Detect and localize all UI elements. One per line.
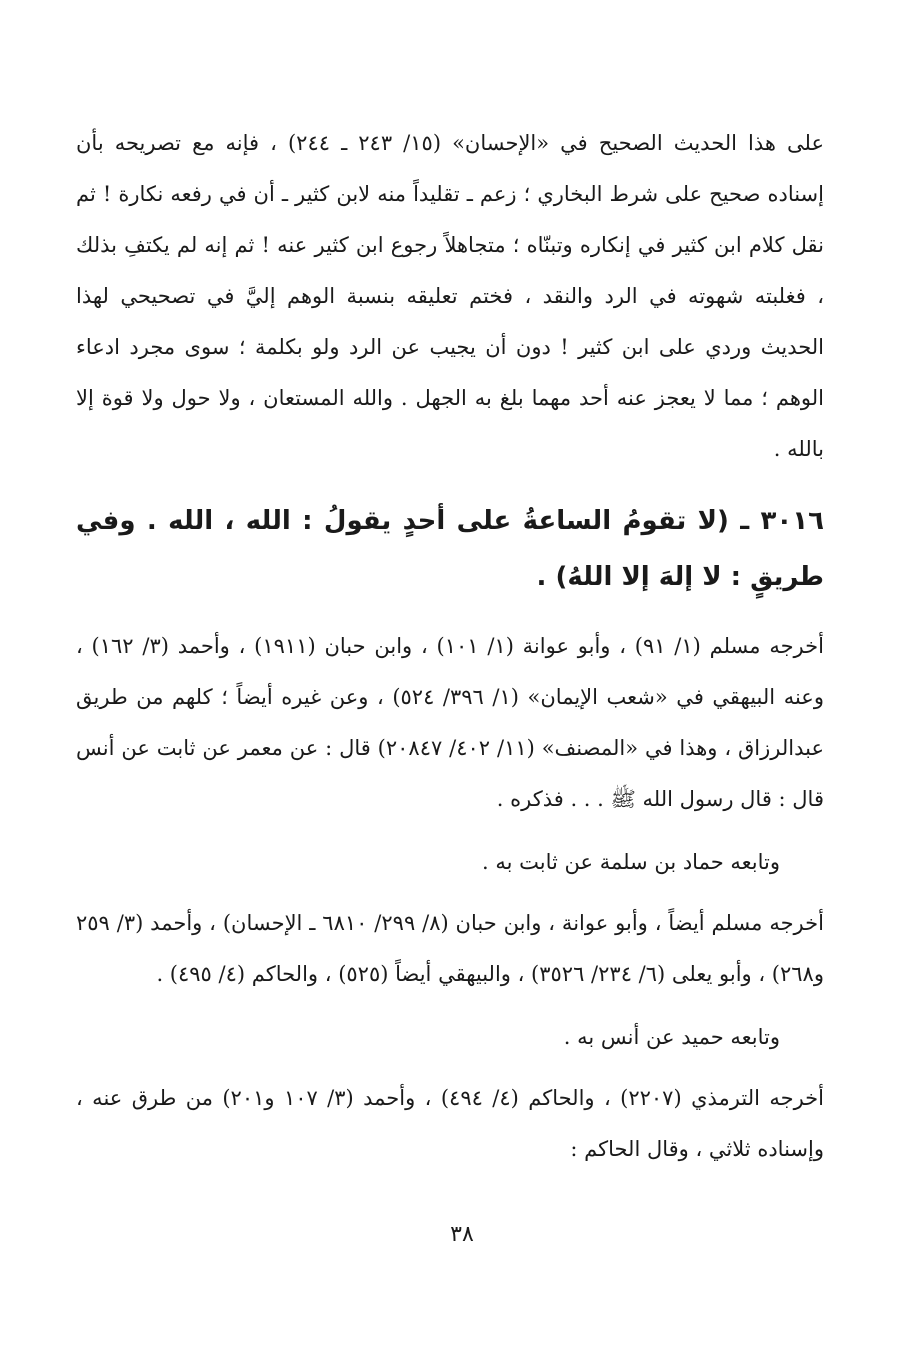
page-body bbox=[76, 118, 824, 1187]
takhrij-paragraph-3: أخرجه الترمذي (٢٢٠٧) ، والحاكم (٤/ ٤٩٤) ، وأحمد (٣/ ١٠٧ و٢٠١) من طرق عنه ، وإسناده ثلاثي ، وقال الحاكم : bbox=[76, 1086, 824, 1161]
commentary-paragraph: على هذا الحديث الصحيح في «الإحسان» (١٥/ ٢٤٣ ـ ٢٤٤) ، فإنه مع تصريحه بأن إسناده صحيح على شرط البخاري ؛ زعم ـ تقليداً منه لابن كثير ـ أن في رفعه نكارة ! ثم نقل كلام ابن كثير في إنكاره وتبنّاه ؛ متجاهلاً رجوع ابن كثير عنه ! ثم إنه لم يكتفِ بذلك ، فغلبته شهوته في الرد والنقد ، فختم تعليقه بنسبة الوهم إليَّ في تصحيحي لهذا الحديث وردي على ابن كثير ! دون أن يجيب عن الرد ولو بكلمة ؛ سوى مجرد ادعاء الوهم ؛ مما لا يعجز عنه أحد مهما بلغ به الجهل . والله المستعان ، ولا حول ولا قوة إلا بالله . bbox=[76, 131, 825, 461]
page-number: ٣٨ bbox=[450, 1222, 474, 1247]
follow-up-line-2: وتابعه حميد عن أنس به . bbox=[563, 1025, 780, 1049]
takhrij-paragraph-1: أخرجه مسلم (١/ ٩١) ، وأبو عوانة (١/ ١٠١) ، وابن حبان (١٩١١) ، وأحمد (٣/ ١٦٢) ، وعنه البيهقي في «شعب الإيمان» (١/ ٣٩٦/ ٥٢٤) ، وعن غيره أيضاً ؛ كلهم من طريق عبدالرزاق ، وهذا في «المصنف» (١١/ ٤٠٢/ ٢٠٨٤٧) قال : عن معمر عن ثابت عن أنس قال : قال رسول الله ﷺ . . . فذكره . bbox=[76, 634, 824, 811]
takhrij-paragraph-2: أخرجه مسلم أيضاً ، وأبو عوانة ، وابن حبان (٨/ ٢٩٩/ ٦٨١٠ ـ الإحسان) ، وأحمد (٣/ ٢٥٩ و٢٦٨) ، وأبو يعلى (٦/ ٢٣٤/ ٣٥٢٦) ، والبيهقي أيضاً (٥٢٥) ، والحاكم (٤/ ٤٩٥) . bbox=[76, 911, 824, 986]
hadith-heading: ٣٠١٦ ـ (لا تقومُ الساعةُ على أحدٍ يقولُ : الله ، الله . وفي طريقٍ : لا إلهَ إلا اللهُ) . bbox=[76, 506, 824, 592]
follow-up-line-1: وتابعه حماد بن سلمة عن ثابت به . bbox=[482, 850, 780, 874]
